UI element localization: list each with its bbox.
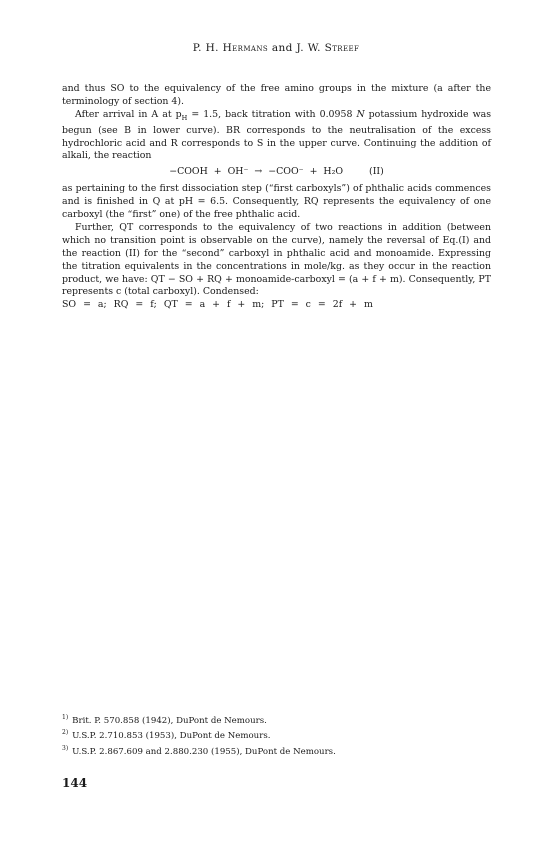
body-text: [62, 83, 491, 312]
paragraph-3: as pertaining to the first dissociation step (“first carboxyls”) of phthalic acids commences and is finished in Q at pH = 6.5. Consequently, RQ represents the equivalency of one carboxyl (the “first” one) of the free phthalic acid.: [62, 183, 491, 221]
footnote-text: Brit. P. 570.858 (1942), DuPont de Nemours.: [72, 715, 267, 726]
footnote-mark: 3): [62, 744, 69, 752]
footnote-text: U.S.P. 2.867.609 and 2.880.230 (1955), DuPont de Nemours.: [72, 746, 336, 757]
footnote-1: [62, 712, 491, 727]
page-number: 144: [62, 776, 88, 790]
footnotes: [62, 712, 491, 758]
equation-label: (II): [369, 166, 384, 178]
paragraph-2-part-b: = 1.5, back titration with 0.0958: [187, 108, 357, 120]
author1-surname: Hermans: [222, 42, 269, 54]
footnote-3: [62, 743, 491, 758]
equation-expression: −COOH + OH⁻ → −COO⁻ + H₂O: [169, 166, 344, 178]
footnote-mark: 1): [62, 714, 69, 721]
author2-surname: Streef: [324, 42, 360, 54]
authors-and: and J. W.: [268, 42, 325, 54]
paragraph-1: and thus SO to the equivalency of the free amino groups in the mixture (a after the terminology of section 4).: [62, 83, 491, 107]
paragraph-2-part-c: potassium hydroxide was begun (see B in lower curve). BR corresponds to the neutralisation of the excess hydrochloric acid and R corresponds to S in the upper curve. Continuing the addition of alkali, the reaction: [62, 108, 492, 162]
equation-ii: [62, 166, 491, 179]
paragraph-2-part-a: After arrival in A at p: [75, 108, 182, 120]
footnote-mark: 2): [62, 729, 69, 737]
authors-prefix: P. H.: [192, 42, 223, 54]
normality-symbol: N: [356, 108, 365, 120]
footnote-text: U.S.P. 2.710.853 (1953), DuPont de Nemours.: [72, 731, 271, 742]
paragraph-2: [62, 109, 491, 164]
running-head: [0, 42, 552, 54]
footnote-2: [62, 727, 491, 742]
condensed-equations: SO = a; RQ = f; QT = a + f + m; PT = c = 2f + m: [62, 299, 373, 311]
paragraph-4: Further, QT corresponds to the equivalency of two reactions in addition (between which no transition point is observable on the curve), namely the reversal of Eq.(I) and the reaction (II) for the “second” carboxyl in phthalic acid and monoamide. Expressing the titration equivalents in the concentrations in mole/kg. as they occur in the reaction product, we have: QT − SO + RQ + monoamide-carboxyl = (a + f + m). Consequently, PT represents c (total carboxyl). Condensed:: [62, 221, 491, 298]
ph-subscript: H: [181, 113, 188, 122]
